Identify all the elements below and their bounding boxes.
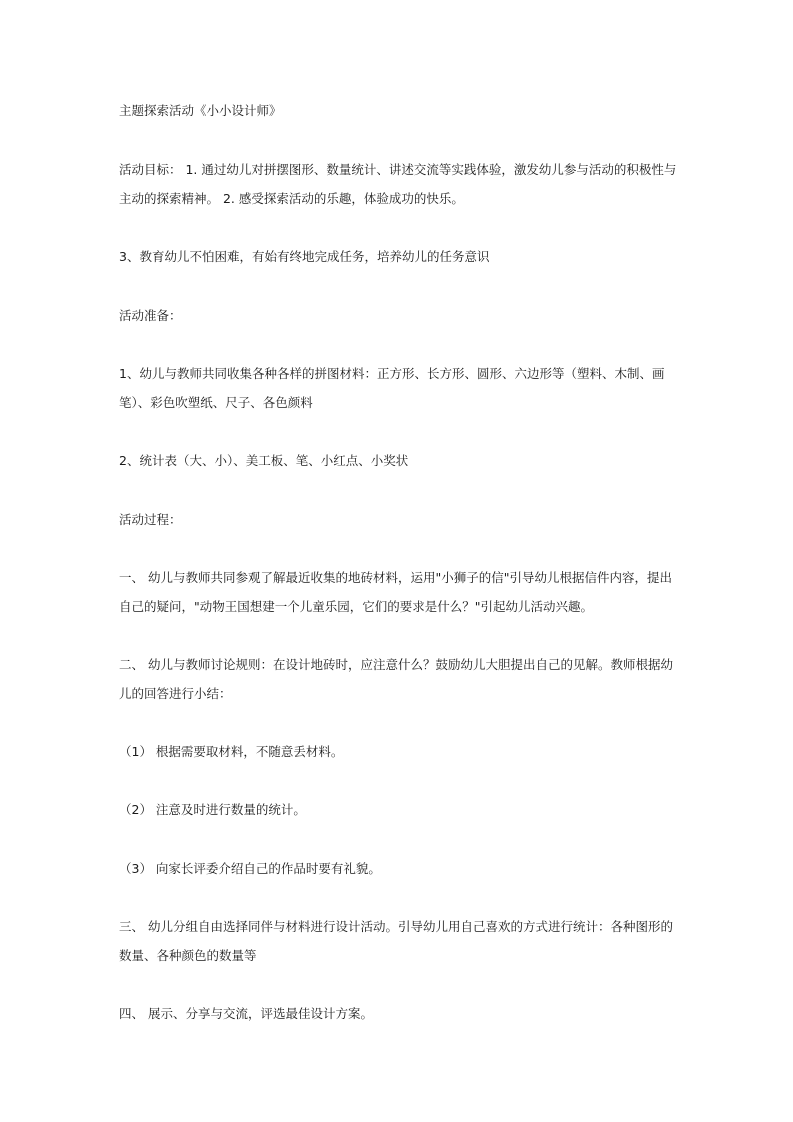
paragraph-preparation-1: 1、幼儿与教师共同收集各种各样的拼图材料：正方形、长方形、圆形、六边形等（塑料、木制、画笔）、彩色吹塑纸、尺子、各色颜料 bbox=[119, 366, 665, 410]
paragraph-rule-2: （2） 注意及时进行数量的统计。 bbox=[119, 802, 306, 817]
heading-process: 活动过程： bbox=[119, 512, 182, 527]
paragraph-preparation-2: 2、统计表（大、小）、美工板、笔、小红点、小奖状 bbox=[119, 453, 409, 468]
paragraph-step-2: 二、 幼儿与教师讨论规则：在设计地砖时，应注意什么？鼓励幼儿大胆提出自己的见解。教师根据幼儿的回答进行小结： bbox=[119, 657, 673, 701]
paragraph-step-1: 一、 幼儿与教师共同参观了解最近收集的地砖材料，运用"小狮子的信"引导幼儿根据信件内容，提出自己的疑问，"动物王国想建一个儿童乐园，它们的要求是什么？"引起幼儿活动兴趣。 bbox=[119, 570, 672, 614]
paragraph-step-4: 四、 展示、分享与交流，评选最佳设计方案。 bbox=[119, 1006, 373, 1021]
document-title: 主题探索活动《小小设计师》 bbox=[119, 103, 282, 118]
paragraph-rule-3: （3） 向家长评委介绍自己的作品时要有礼貌。 bbox=[119, 861, 381, 876]
paragraph-rule-1: （1） 根据需要取材料，不随意丢材料。 bbox=[119, 744, 344, 759]
paragraph-activity-goals: 活动目标： 1. 通过幼儿对拼摆图形、数量统计、讲述交流等实践体验，激发幼儿参与活动的积极性与主动的探索精神。 2. 感受探索活动的乐趣，体验成功的快乐。 bbox=[119, 162, 677, 206]
paragraph-step-3: 三、 幼儿分组自由选择同伴与材料进行设计活动。引导幼儿用自己喜欢的方式进行统计：各种图形的数量、各种颜色的数量等 bbox=[119, 919, 673, 963]
paragraph-goal-3: 3、教育幼儿不怕困难，有始有终地完成任务，培养幼儿的任务意识 bbox=[119, 249, 490, 264]
heading-preparation: 活动准备： bbox=[119, 308, 182, 323]
